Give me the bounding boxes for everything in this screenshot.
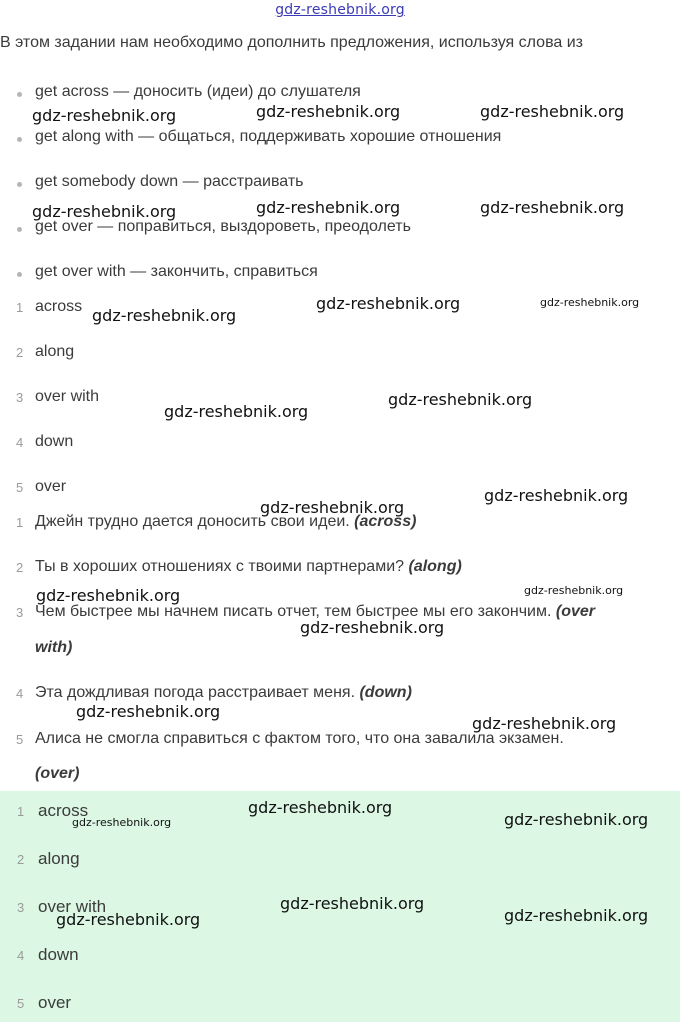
watermark: gdz-reshebnik.org	[504, 906, 649, 925]
watermark: gdz-reshebnik.org	[524, 584, 624, 597]
watermark: gdz-reshebnik.org	[164, 402, 309, 421]
watermark: gdz-reshebnik.org	[260, 498, 405, 517]
watermark: gdz-reshebnik.org	[484, 486, 629, 505]
final-answer-word: over with	[38, 897, 107, 916]
watermark: gdz-reshebnik.org	[32, 202, 177, 221]
definition-item: get across — доносить (идеи) до слушателя	[35, 83, 361, 100]
sentence-text: Ты в хороших отношениях с твоими партнерами?	[35, 558, 409, 575]
final-answer-word: along	[38, 849, 80, 868]
list-number: 5	[16, 480, 24, 495]
bullet-icon	[17, 182, 22, 187]
watermark: gdz-reshebnik.org	[248, 798, 393, 817]
sentence-answer: (over)	[35, 765, 80, 782]
bullet-icon	[17, 92, 22, 97]
sentence-text: Джейн трудно дается доносить свои идеи.	[35, 513, 355, 530]
definition-item: get over — поправиться, выздороветь, преодолеть	[35, 218, 411, 235]
definition-item: get along with — общаться, поддерживать хорошие отношения	[35, 128, 502, 145]
list-number: 3	[17, 900, 25, 915]
bullet-icon	[17, 137, 22, 142]
final-answer-word: over	[38, 993, 72, 1012]
list-number: 1	[17, 804, 25, 819]
watermark: gdz-reshebnik.org	[72, 816, 172, 829]
sentence-answer: (across)	[354, 513, 417, 530]
sentence-answer: (along)	[408, 558, 462, 575]
list-number: 1	[16, 300, 24, 315]
sentence-answer: (down)	[359, 684, 412, 701]
watermark: gdz-reshebnik.org	[300, 618, 445, 637]
list-number: 2	[16, 560, 24, 575]
watermark: gdz-reshebnik.org	[256, 198, 401, 217]
watermark: gdz-reshebnik.org	[540, 296, 640, 309]
sentence-text: Чем быстрее мы начнем писать отчет, тем быстрее мы его закончим.	[35, 603, 556, 620]
final-answer-word: across	[38, 801, 89, 820]
final-answer-word: down	[38, 945, 79, 964]
list-number: 3	[16, 390, 24, 405]
watermark: gdz-reshebnik.org	[256, 102, 401, 121]
answer-word: over with	[35, 388, 100, 405]
sentence-text: Алиса не смогла справиться с фактом того, что она завалила экзамен.	[35, 730, 564, 747]
watermark: gdz-reshebnik.org	[56, 910, 201, 929]
watermark: gdz-reshebnik.org	[76, 702, 221, 721]
watermark: gdz-reshebnik.org	[480, 198, 625, 217]
answer-word: across	[35, 298, 83, 315]
watermark: gdz-reshebnik.org	[388, 390, 533, 409]
watermark: gdz-reshebnik.org	[92, 306, 237, 325]
watermark: gdz-reshebnik.org	[316, 294, 461, 313]
answer-word: over	[35, 478, 67, 495]
list-number: 1	[16, 515, 24, 530]
sentence-answer-continued: with)	[35, 639, 73, 656]
bullet-icon	[17, 272, 22, 277]
list-number: 4	[17, 948, 25, 963]
definition-item: get over with — закончить, справиться	[35, 263, 318, 280]
answer-word: down	[35, 433, 74, 450]
list-number: 4	[16, 686, 24, 701]
list-number: 4	[16, 435, 24, 450]
list-number: 2	[16, 345, 24, 360]
watermark: gdz-reshebnik.org	[504, 810, 649, 829]
watermark: gdz-reshebnik.org	[472, 714, 617, 733]
watermark: gdz-reshebnik.org	[280, 894, 425, 913]
watermark: gdz-reshebnik.org	[480, 102, 625, 121]
sentence	[35, 558, 462, 576]
site-header-link[interactable]: gdz-reshebnik.org	[275, 2, 405, 18]
definition-item: get somebody down — расстраивать	[35, 173, 304, 190]
watermark: gdz-reshebnik.org	[32, 106, 177, 125]
sentence-text: Эта дождливая погода расстраивает меня.	[35, 684, 360, 701]
list-number: 5	[17, 996, 25, 1011]
list-number: 2	[17, 852, 25, 867]
list-number: 3	[16, 605, 24, 620]
answer-word: along	[35, 343, 75, 360]
intro-text: В этом задании нам необходимо дополнить предложения, используя слова из	[0, 34, 584, 51]
bullet-icon	[17, 227, 22, 232]
watermark: gdz-reshebnik.org	[36, 586, 181, 605]
sentence	[35, 684, 412, 702]
list-number: 5	[16, 732, 24, 747]
sentence-answer: (over	[555, 603, 595, 620]
